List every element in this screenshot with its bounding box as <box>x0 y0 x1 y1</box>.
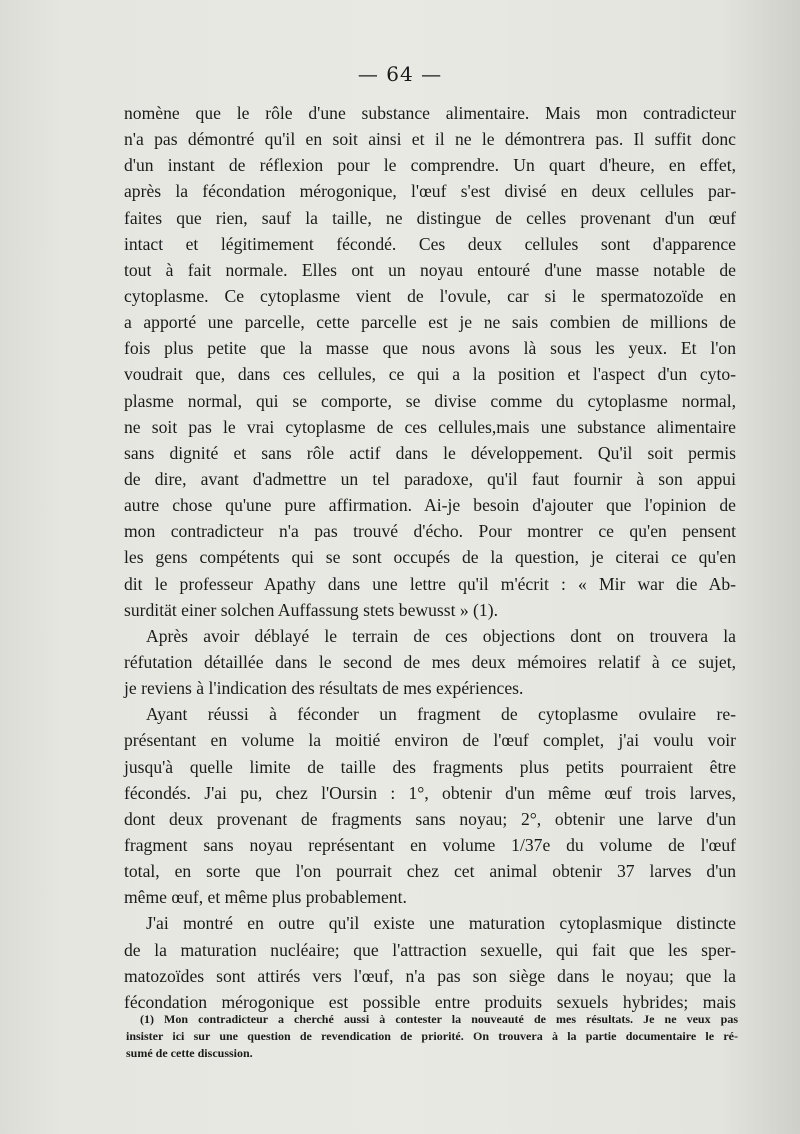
text-line: jusqu'à quelle limite de taille des fragments plus petits pourraient être <box>124 756 736 777</box>
text-line: sans dignité et sans rôle actif dans le développement. Qu'il soit permis <box>124 442 736 463</box>
text-line: fécondation mérogonique est possible entre produits sexuels hybrides; mais <box>124 991 736 1012</box>
text-line: Ayant réussi à féconder un fragment de cytoplasme ovulaire re- <box>146 704 736 725</box>
text-line: dont deux provenant de fragments sans noyau; 2°, obtenir une larve d'un <box>124 808 736 829</box>
footnote-line: (1) Mon contradicteur a cherché aussi à contester la nouveauté de mes résultats. Je ne veux pas <box>140 1012 738 1026</box>
text-line: réfutation détaillée dans le second de mes deux mémoires relatif à ce sujet, <box>124 651 736 672</box>
text-line: faites que rien, sauf la taille, ne distingue de celles provenant d'un œuf <box>124 207 736 228</box>
text-line: les gens compétents qui se sont occupés de la question, je citerai ce qu'en <box>124 547 736 568</box>
text-line: n'a pas démontré qu'il en soit ainsi et il ne le démontrera pas. Il suffit donc <box>124 129 736 150</box>
text-line: présentant en volume la moitié environ de l'œuf complet, j'ai voulu voir <box>124 730 736 751</box>
text-line: fragment sans noyau représentant en volume 1/37e du volume de l'œuf <box>124 834 736 855</box>
text-line: tout à fait normale. Elles ont un noyau entouré d'une masse notable de <box>124 259 736 280</box>
text-line: je reviens à l'indication des résultats de mes expériences. <box>124 678 524 699</box>
text-line: fécondés. J'ai pu, chez l'Oursin : 1°, obtenir d'un même œuf trois larves, <box>124 782 736 803</box>
text-line: ne soit pas le vrai cytoplasme de ces cellules,mais une substance alimentaire <box>124 416 736 437</box>
text-line: cytoplasme. Ce cytoplasme vient de l'ovule, car si le spermatozoïde en <box>124 285 736 306</box>
body-text <box>124 100 736 1015</box>
text-line: voudrait que, dans ces cellules, ce qui a la position et l'aspect d'un cyto- <box>124 364 736 385</box>
text-line: de dire, avant d'admettre un tel paradoxe, qu'il faut fournir à son appui <box>124 468 736 489</box>
text-line: autre chose qu'une pure affirmation. Ai-je besoin d'ajouter que l'opinion de <box>124 495 736 516</box>
footnote-line: insister ici sur une question de revendication de priorité. On trouvera à la partie documentaire le ré- <box>126 1029 738 1043</box>
footnote <box>126 1011 738 1062</box>
text-line: a apporté une parcelle, cette parcelle est je ne sais combien de millions de <box>124 312 736 333</box>
text-line: total, en sorte que l'on pourrait chez cet animal obtenir 37 larves d'un <box>124 861 736 882</box>
page-number: — 64 — <box>357 62 443 86</box>
text-line: mon contradicteur n'a pas trouvé d'écho. Pour montrer ce qu'en pensent <box>124 521 736 542</box>
text-line: après la fécondation mérogonique, l'œuf s'est divisé en deux cellules par- <box>124 181 736 202</box>
text-line: surdität einer solchen Auffassung stets bewusst » (1). <box>124 599 498 620</box>
text-line: Après avoir déblayé le terrain de ces objections dont on trouvera la <box>146 625 736 646</box>
footnote-line: sumé de cette discussion. <box>126 1046 253 1060</box>
text-line: dit le professeur Apathy dans une lettre qu'il m'écrit : « Mir war die Ab- <box>124 573 736 594</box>
text-line: même œuf, et même plus probablement. <box>124 887 407 908</box>
text-line: matozoïdes sont attirés vers l'œuf, n'a pas son siège dans le noyau; que la <box>124 965 736 986</box>
text-line: nomène que le rôle d'une substance alimentaire. Mais mon contradicteur <box>124 103 736 123</box>
text-line: J'ai montré en outre qu'il existe une maturation cytoplasmique distincte <box>146 913 736 934</box>
text-line: plasme normal, qui se comporte, se divise comme du cytoplasme normal, <box>124 390 736 411</box>
text-line: d'un instant de réflexion pour le comprendre. Un quart d'heure, en effet, <box>124 155 736 176</box>
text-line: fois plus petite que la masse que nous avons là sous les yeux. Et l'on <box>124 338 736 359</box>
text-line: de la maturation nucléaire; que l'attraction sexuelle, qui fait que les sper- <box>124 939 736 960</box>
text-line: intact et légitimement fécondé. Ces deux cellules sont d'apparence <box>124 233 736 254</box>
